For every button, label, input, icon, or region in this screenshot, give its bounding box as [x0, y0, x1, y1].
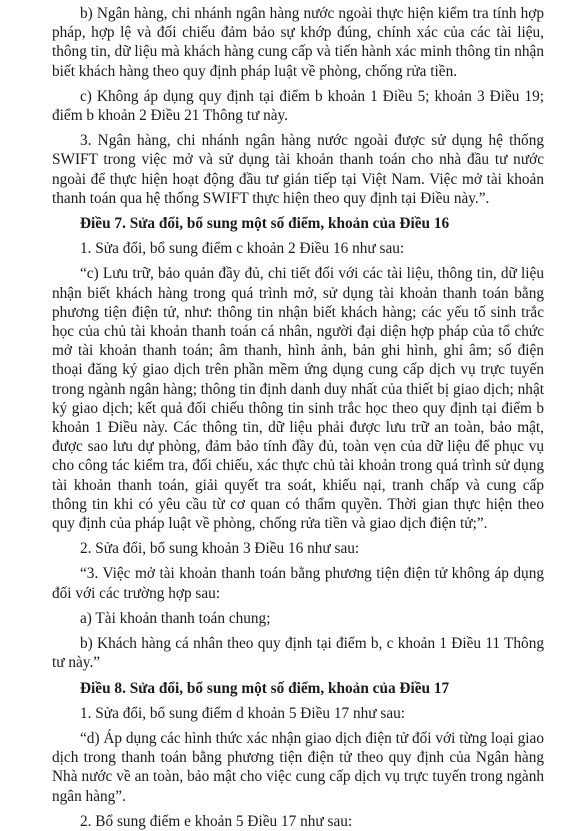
heading-article-8: Điều 8. Sửa đổi, bổ sung một số điểm, khoản của Điều 17	[80, 679, 450, 697]
paragraph-point-b-verification: b) Ngân hàng, chi nhánh ngân hàng nước ngoài thực hiện kiểm tra tính hợp pháp, hợp lệ và đối chiếu đảm bảo sự khớp đúng, chính xác của các tài liệu, thông tin, dữ liệu mà khách hàng cung cấp và tiến hành xác minh thông tin nhận biết khách hàng theo quy định pháp luật về phòng, chống rửa tiền.	[52, 5, 544, 80]
paragraph-point-d-confirmation: “d) Áp dụng các hình thức xác nhận giao dịch điện tử đối với từng loại giao dịch trong thanh toán bằng phương tiện điện tử theo quy định của Ngân hàng Nhà nước về an toàn, bảo mật cho việc cung cấp dịch vụ trực tuyến trong ngành ngân hàng”.	[52, 729, 544, 805]
paragraph-point-b-individual: b) Khách hàng cá nhân theo quy định tại điểm b, c khoản 1 Điều 11 Thông tư này.”	[52, 635, 544, 672]
paragraph-point-a-joint-account: a) Tài khoản thanh toán chung;	[80, 609, 271, 627]
paragraph-clause-3-swift: 3. Ngân hàng, chi nhánh ngân hàng nước ngoài được sử dụng hệ thống SWIFT trong việc mở và sử dụng tài khoản thanh toán cho nhà đầu tư nước ngoài để thực hiện hoạt động đầu tư gián tiếp tại Việt Nam. Việc mở tài khoản thanh toán qua hệ thống SWIFT thực hiện theo quy định tại Điều này.”.	[52, 132, 544, 207]
paragraph-amend-clause-3: 2. Sửa đổi, bổ sung khoản 3 Điều 16 như sau:	[80, 540, 360, 558]
paragraph-add-point-e-clause-5: 2. Bổ sung điểm e khoản 5 Điều 17 như sau:	[80, 812, 353, 830]
paragraph-amend-point-c-clause-2: 1. Sửa đổi, bổ sung điểm c khoản 2 Điều 16 như sau:	[80, 240, 405, 258]
paragraph-point-c-storage: “c) Lưu trữ, bảo quản đầy đủ, chi tiết đối với các tài liệu, thông tin, dữ liệu nhận biết khách hàng trong quá trình mở, sử dụng tài khoản thanh toán bằng phương tiện điện tử, như: thông tin nhận biết khách hàng; các yếu tố sinh trắc học của chủ tài khoản thanh toán cá nhân, người đại diện hợp pháp của tổ chức mở tài khoản thanh toán; âm thanh, hình ảnh, bản ghi hình, ghi âm; số điện thoại đăng ký giao dịch trên phần mềm ứng dụng cung cấp dịch vụ trực tuyến trong ngành ngân hàng; thông tin định danh duy nhất của thiết bị giao dịch; nhật ký giao dịch; kết quả đối chiếu thông tin sinh trắc học theo quy định tại điểm b khoản 1 Điều này. Các thông tin, dữ liệu phải được lưu trữ an toàn, bảo mật, được sao lưu dự phòng, đảm bảo tính đầy đủ, toàn vẹn của dữ liệu để phục vụ cho công tác kiểm tra, đối chiếu, xác thực chủ tài khoản trong quá trình sử dụng tài khoản thanh toán, giải quyết tra soát, khiếu nại, tranh chấp và cung cấp thông tin khi có yêu cầu từ cơ quan có thẩm quyền. Thời gian thực hiện theo quy định của pháp luật về phòng, chống rửa tiền và giao dịch điện tử;”.	[52, 265, 544, 533]
paragraph-clause-3-not-applicable: “3. Việc mở tài khoản thanh toán bằng phương tiện điện tử không áp dụng đối với các trường hợp sau:	[52, 565, 544, 602]
paragraph-amend-point-d-clause-5: 1. Sửa đổi, bổ sung điểm d khoản 5 Điều 17 như sau:	[80, 704, 406, 722]
paragraph-point-c-exemption: c) Không áp dụng quy định tại điểm b khoản 1 Điều 5; khoản 3 Điều 19; điểm b khoản 2 Điều 21 Thông tư này.	[52, 87, 544, 125]
heading-article-7: Điều 7. Sửa đổi, bổ sung một số điểm, khoản của Điều 16	[80, 215, 450, 233]
